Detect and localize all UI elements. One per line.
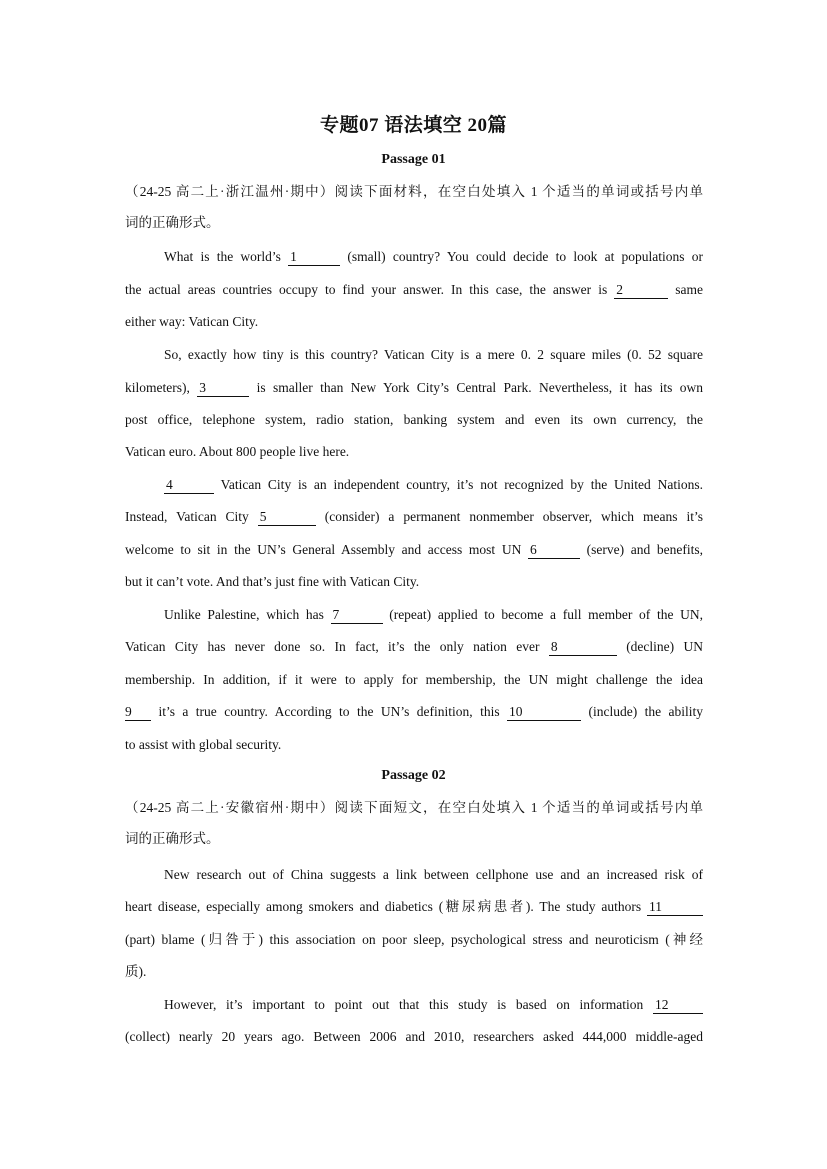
instruction-text: （24-25 高二上·安徽宿州·期中）阅读下面短文，在空白处填入 1 个适当的单词或括号内单	[125, 800, 703, 815]
text-line: New research out of China suggests a link between cellphone use and an increased risk of	[164, 867, 703, 882]
text-line: 9 it’s a true country. According to the UN’s definition, this 10 (include) the ability	[125, 704, 704, 719]
text-line: Unlike Palestine, which has 7 (repeat) applied to become a full member of the UN,	[164, 607, 703, 622]
answer-blank[interactable]: 9	[125, 704, 151, 721]
answer-blank[interactable]: 6	[528, 542, 580, 559]
text-line: to assist with global security.	[125, 737, 282, 752]
page-title: 专题07 语法填空 20篇	[319, 115, 507, 136]
answer-blank[interactable]: 3	[197, 380, 249, 397]
answer-blank[interactable]: 8	[549, 639, 617, 656]
answer-blank[interactable]: 11	[647, 899, 703, 916]
text-line: welcome to sit in the UN’s General Assembly and access most UN 6 (serve) and benefits,	[125, 542, 704, 557]
passage-heading: Passage 01	[381, 152, 446, 167]
instruction-text: （24-25 高二上·浙江温州·期中）阅读下面材料，在空白处填入 1 个适当的单词或括号内单	[125, 184, 703, 199]
text-line: heart disease, especially among smokers and diabetics (糖尿病患者). The study authors 11	[125, 897, 703, 917]
answer-blank[interactable]: 7	[331, 607, 383, 624]
text-line: So, exactly how tiny is this country? Vatican City is a mere 0. 2 square miles (0. 52 square	[164, 347, 703, 362]
text-line: Instead, Vatican City 5 (consider) a permanent nonmember observer, which means it’s	[125, 509, 703, 524]
text-line: (part) blame (归咎于) this association on poor sleep, psychological stress and neuroticism (神经	[125, 932, 703, 947]
answer-blank[interactable]: 4	[164, 477, 214, 494]
instruction-text: 词的正确形式。	[125, 215, 220, 230]
text-line: the actual areas countries occupy to find your answer. In this case, the answer is 2 same	[125, 282, 704, 297]
text-line: What is the world’s 1 (small) country? You could decide to look at populations or	[164, 249, 704, 264]
answer-blank[interactable]: 2	[614, 282, 668, 299]
answer-blank[interactable]: 12	[653, 997, 703, 1014]
text-line: kilometers), 3 is smaller than New York City’s Central Park. Nevertheless, it has its own	[125, 380, 704, 395]
answer-blank[interactable]: 5	[258, 509, 316, 526]
answer-blank[interactable]: 1	[288, 249, 340, 266]
text-line: However, it’s important to point out that this study is based on information 12	[125, 995, 703, 1015]
text-line: but it can’t vote. And that’s just fine with Vatican City.	[125, 574, 420, 589]
text-line: 质).	[125, 964, 147, 979]
text-line: (collect) nearly 20 years ago. Between 2006 and 2010, researchers asked 444,000 middle-aged	[125, 1029, 703, 1044]
text-line: membership. In addition, if it were to apply for membership, the UN might challenge the idea	[125, 672, 703, 687]
text-line: Vatican euro. About 800 people live here.	[125, 444, 350, 459]
passage-heading: Passage 02	[381, 768, 446, 783]
text-line: Vatican City has never done so. In fact, it’s the only nation ever 8 (decline) UN	[125, 639, 704, 654]
text-line: post office, telephone system, radio station, banking system and even its own currency, the	[125, 412, 703, 427]
text-line: 4 Vatican City is an independent country, it’s not recognized by the United Nations.	[166, 477, 703, 492]
text-line: either way: Vatican City.	[125, 314, 259, 329]
answer-blank[interactable]: 10	[507, 704, 581, 721]
instruction-text: 词的正确形式。	[125, 831, 220, 846]
